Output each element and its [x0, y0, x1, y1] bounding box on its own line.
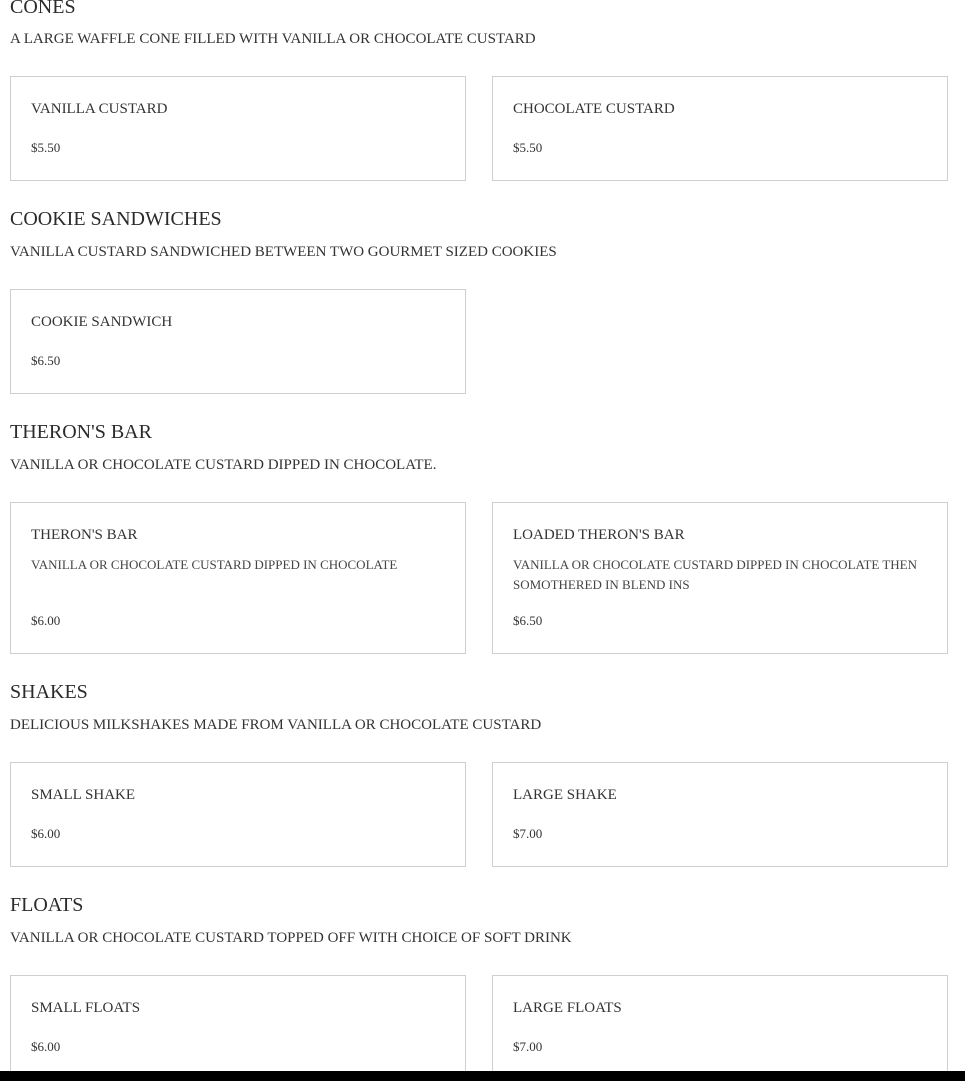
menu-item-name: LARGE FLOATS [513, 1000, 622, 1016]
section-title: CONES [10, 0, 76, 18]
menu-item-card[interactable] [492, 76, 948, 181]
section-title: SHAKES [10, 681, 88, 703]
section-description: DELICIOUS MILKSHAKES MADE FROM VANILLA OR CHOCOLATE CUSTARD [10, 717, 542, 733]
menu-item-card[interactable] [10, 289, 466, 394]
menu-item-price: $7.00 [513, 826, 543, 841]
section-title: FLOATS [10, 894, 84, 916]
menu-item-card[interactable] [10, 502, 466, 654]
section-description: VANILLA OR CHOCOLATE CUSTARD DIPPED IN CHOCOLATE. [10, 457, 437, 473]
menu-item-name: LOADED THERON'S BAR [513, 527, 685, 543]
menu-item-name: SMALL SHAKE [31, 787, 136, 803]
menu-item-price: $6.00 [31, 1039, 61, 1054]
menu-item-card[interactable] [10, 975, 466, 1080]
bottom-bar [0, 1071, 965, 1081]
menu-item-price: $6.00 [31, 826, 61, 841]
section-description: VANILLA OR CHOCOLATE CUSTARD TOPPED OFF WITH CHOICE OF SOFT DRINK [10, 930, 572, 946]
menu-item-name: LARGE SHAKE [513, 787, 617, 803]
menu-item-name: CHOCOLATE CUSTARD [513, 101, 675, 117]
menu-item-price: $5.50 [513, 140, 543, 155]
section-description: A LARGE WAFFLE CONE FILLED WITH VANILLA OR CHOCOLATE CUSTARD [10, 31, 536, 47]
menu-item-name: SMALL FLOATS [31, 1000, 141, 1016]
menu-item-card[interactable] [492, 975, 948, 1080]
menu-item-price: $5.50 [31, 140, 61, 155]
menu-item-name: VANILLA CUSTARD [31, 101, 168, 117]
menu-item-price: $7.00 [513, 1039, 543, 1054]
menu-item-card[interactable] [10, 762, 466, 867]
section-description: VANILLA CUSTARD SANDWICHED BETWEEN TWO GOURMET SIZED COOKIES [10, 244, 557, 260]
menu-item-card[interactable] [492, 762, 948, 867]
menu-item-price: $6.50 [513, 613, 543, 628]
menu-item-name: THERON'S BAR [31, 527, 138, 543]
menu-item-card[interactable] [492, 502, 948, 654]
section-title: THERON'S BAR [10, 421, 152, 443]
menu-item-description: VANILLA OR CHOCOLATE CUSTARD DIPPED IN CHOCOLATE THEN SOMOTHERED IN BLEND INS [513, 557, 918, 592]
menu-item-price: $6.00 [31, 613, 61, 628]
section-title: COOKIE SANDWICHES [10, 208, 222, 230]
menu-item-name: COOKIE SANDWICH [31, 314, 173, 330]
menu-item-price: $6.50 [31, 353, 61, 368]
menu-item-description: VANILLA OR CHOCOLATE CUSTARD DIPPED IN CHOCOLATE [31, 557, 398, 572]
menu-item-card[interactable] [10, 76, 466, 181]
